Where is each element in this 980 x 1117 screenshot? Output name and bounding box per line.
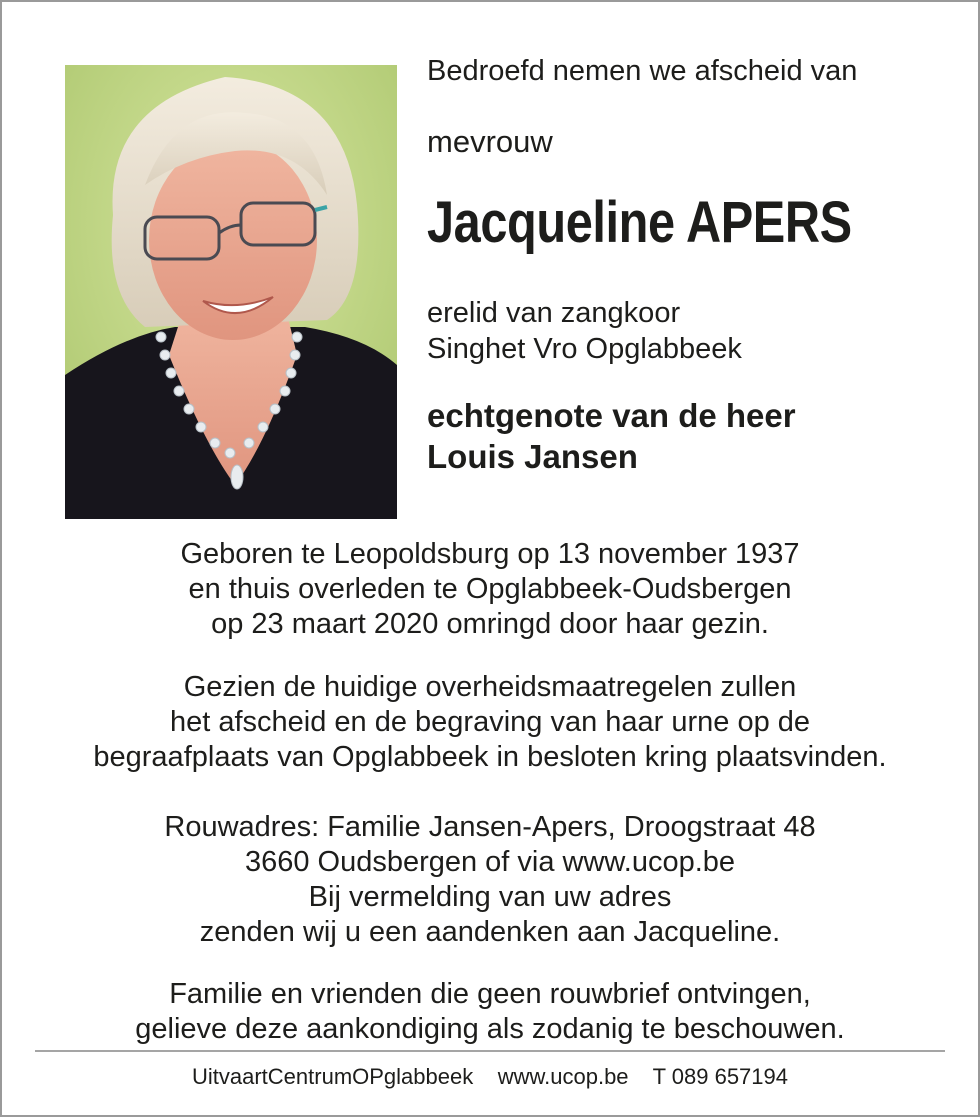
paragraph-line: 3660 Oudsbergen of via www.ucop.be [244, 846, 736, 878]
spouse-line: echtgenote van de heer [427, 397, 796, 434]
paragraph-line: Gezien de huidige overheidsmaatregelen zullen [183, 671, 797, 703]
footer [40, 1063, 940, 1091]
address-paragraph [40, 810, 940, 950]
spouse-text [427, 395, 947, 477]
paragraph-line: het afscheid en de begraving van haar urne op de [169, 706, 811, 738]
honor-line: Singhet Vro Opglabbeek [427, 333, 742, 365]
paragraph-line: en thuis overleden te Opglabbeek-Oudsbergen [188, 573, 792, 605]
footer-phone: T 089 657194 [652, 1064, 788, 1089]
honor-text [427, 295, 947, 367]
ceremony-paragraph [40, 670, 940, 775]
paragraph-line: Bij vermelding van uw adres [308, 881, 672, 913]
intro-text: Bedroefd nemen we afscheid van [427, 55, 858, 87]
footer-divider [35, 1050, 945, 1052]
paragraph-line: op 23 maart 2020 omringd door haar gezin. [211, 608, 769, 640]
paragraph-line: Geboren te Leopoldsburg op 13 november 1937 [180, 538, 800, 570]
paragraph-line: begraafplaats van Opglabbeek in besloten kring plaatsvinden. [93, 741, 887, 773]
paragraph-line: zenden wij u een aandenken aan Jacqueline. [199, 916, 781, 948]
closing-paragraph [40, 977, 940, 1047]
spouse-line: Louis Jansen [427, 438, 638, 475]
paragraph-line: Rouwadres: Familie Jansen-Apers, Droogstraat 48 [164, 811, 816, 843]
honor-line: erelid van zangkoor [427, 297, 681, 329]
paragraph-line: Familie en vrienden die geen rouwbrief ontvingen, [169, 978, 811, 1010]
footer-company: UitvaartCentrumOPglabbeek [191, 1064, 474, 1089]
footer-website: www.ucop.be [497, 1064, 629, 1089]
birth-death-paragraph [40, 537, 940, 642]
honorific-title: mevrouw [427, 124, 553, 159]
paragraph-line: gelieve deze aankondiging als zodanig te beschouwen. [135, 1013, 845, 1045]
deceased-name: Jacqueline APERS [427, 190, 852, 255]
announcement-header [427, 52, 947, 477]
portrait-photo [65, 65, 397, 519]
